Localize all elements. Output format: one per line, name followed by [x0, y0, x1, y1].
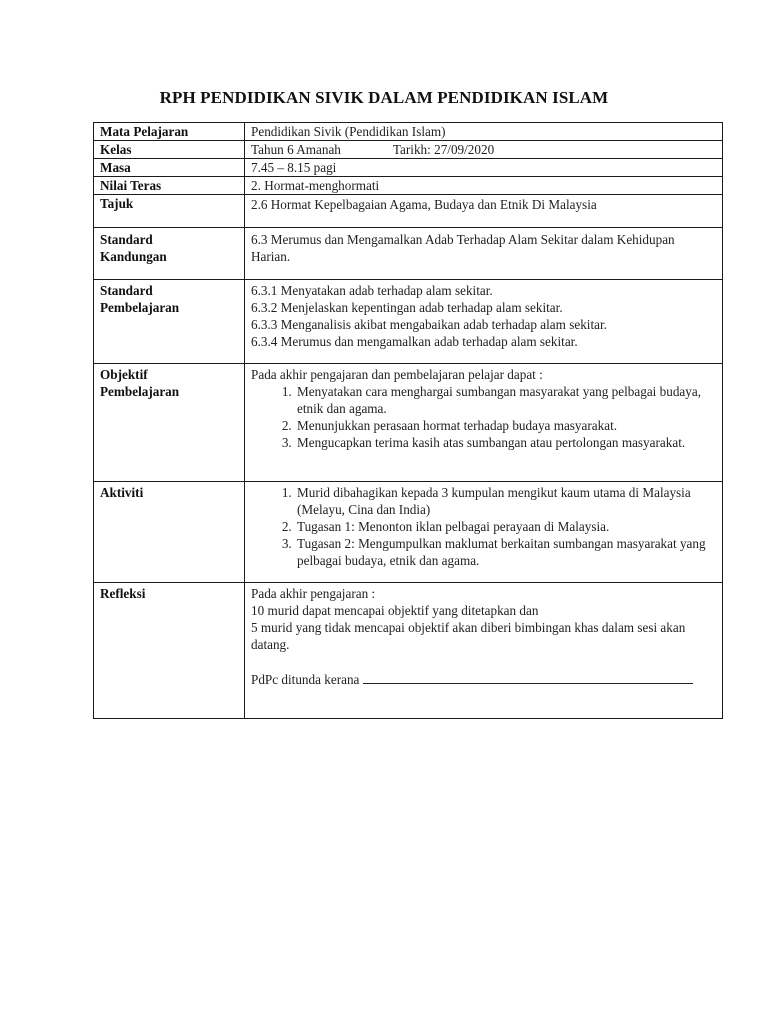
row-refleksi — [94, 583, 723, 719]
label-standard-pembelajaran-cell — [94, 280, 245, 364]
aktiviti-item-1: 1. Murid dibahagikan kepada 3 kumpulan mengikut kaum utama di Malaysia (Melayu, Cina dan India) — [295, 484, 716, 518]
objektif-item-2: 2. Menunjukkan perasaan hormat terhadap budaya masyarakat. — [295, 417, 716, 434]
row-kelas — [94, 141, 723, 159]
aktiviti-list — [251, 484, 716, 569]
sp-line-2: 6.3.2 Menjelaskan kepentingan adab terhadap alam sekitar. — [251, 300, 563, 315]
sp-line-1: 6.3.1 Menyatakan adab terhadap alam sekitar. — [251, 283, 493, 298]
refleksi-line-1: Pada akhir pengajaran : — [251, 586, 376, 601]
objektif-item-3: 3. Mengucapkan terima kasih atas sumbangan atau pertolongan masyarakat. — [295, 434, 716, 451]
label-standard-kandungan-cell — [94, 228, 245, 280]
value-refleksi-cell — [245, 583, 723, 719]
label-tajuk: Tajuk — [94, 195, 245, 228]
pdpc-line — [251, 670, 716, 688]
value-nilai-teras: 2. Hormat-menghormati — [245, 177, 723, 195]
label-standard-kandungan-1: Standard — [100, 232, 153, 247]
row-tajuk — [94, 195, 723, 228]
objektif-intro: Pada akhir pengajaran dan pembelajaran pelajar dapat : — [251, 367, 543, 382]
refleksi-line-3: 5 murid yang tidak mencapai objektif akan diberi bimbingan khas dalam sesi akan datang. — [251, 620, 686, 652]
value-standard-pembelajaran-cell — [245, 280, 723, 364]
aktiviti-item-2: 2. Tugasan 1: Menonton iklan pelbagai perayaan di Malaysia. — [295, 518, 716, 535]
rph-table — [93, 122, 723, 719]
value-tajuk: 2.6 Hormat Kepelbagaian Agama, Budaya dan Etnik Di Malaysia — [245, 195, 723, 228]
pdpc-blank-line — [363, 670, 693, 684]
value-aktiviti-cell — [245, 482, 723, 583]
label-standard-kandungan-2: Kandungan — [100, 249, 167, 264]
label-kelas: Kelas — [94, 141, 245, 159]
label-standard-pembelajaran-1: Standard — [100, 283, 153, 298]
pdpc-label: PdPc ditunda kerana — [251, 672, 360, 687]
page-title: RPH PENDIDIKAN SIVIK DALAM PENDIDIKAN ISLAM — [159, 88, 609, 107]
row-standard-kandungan — [94, 228, 723, 280]
value-objektif-cell — [245, 364, 723, 482]
refleksi-spacer — [251, 653, 716, 670]
label-nilai-teras: Nilai Teras — [94, 177, 245, 195]
label-refleksi: Refleksi — [94, 583, 245, 719]
label-mata-pelajaran: Mata Pelajaran — [94, 123, 245, 141]
value-tarikh: Tarikh: 27/09/2020 — [392, 142, 495, 157]
aktiviti-item-3: 3. Tugasan 2: Mengumpulkan maklumat berkaitan sumbangan masyarakat yang pelbagai budaya, etnik dan agama. — [295, 535, 716, 569]
row-mata-pelajaran — [94, 123, 723, 141]
label-objektif-1: Objektif — [100, 367, 148, 382]
label-objektif-cell — [94, 364, 245, 482]
objektif-item-1: 1. Menyatakan cara menghargai sumbangan masyarakat yang pelbagai budaya, etnik dan agama. — [295, 383, 716, 417]
row-aktiviti — [94, 482, 723, 583]
sp-line-3: 6.3.3 Menganalisis akibat mengabaikan adab terhadap alam sekitar. — [251, 317, 607, 332]
row-objektif — [94, 364, 723, 482]
row-standard-pembelajaran — [94, 280, 723, 364]
label-objektif-2: Pembelajaran — [100, 384, 180, 399]
value-kelas: Tahun 6 Amanah — [251, 142, 341, 157]
refleksi-line-2: 10 murid dapat mencapai objektif yang ditetapkan dan — [251, 603, 539, 618]
value-mata-pelajaran: Pendidikan Sivik (Pendidikan Islam) — [245, 123, 723, 141]
value-standard-kandungan: 6.3 Merumus dan Mengamalkan Adab Terhadap Alam Sekitar dalam Kehidupan Harian. — [245, 228, 723, 280]
sp-line-4: 6.3.4 Merumus dan mengamalkan adab terhadap alam sekitar. — [251, 334, 578, 349]
value-kelas-cell — [245, 141, 723, 159]
label-masa: Masa — [94, 159, 245, 177]
row-masa — [94, 159, 723, 177]
row-nilai-teras — [94, 177, 723, 195]
label-aktiviti: Aktiviti — [94, 482, 245, 583]
objektif-list — [251, 383, 716, 451]
value-masa: 7.45 – 8.15 pagi — [245, 159, 723, 177]
label-standard-pembelajaran-2: Pembelajaran — [100, 300, 180, 315]
